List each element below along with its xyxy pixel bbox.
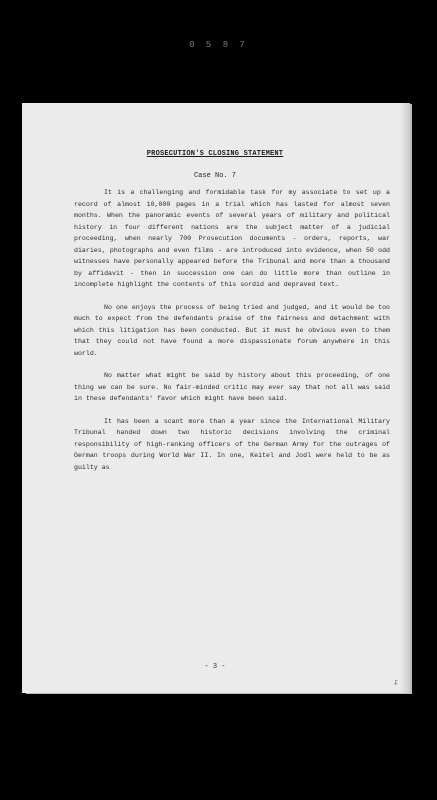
case-number: Case No. 7 [193, 172, 236, 180]
paragraph: It has been a scant more than a year since the International Military Tribunal handed down two historic decisions involving the criminal responsibility of high-ranking officers of the German Army for the outrages of German troops during World War II. In one, Keitel and Jodl were held to be as guilty as [74, 417, 390, 471]
corner-mark: F [394, 680, 398, 687]
paragraph: It is a challenging and formidable task for my associate to set up a record of almost 10,000 pages in a trial which has lasted for almost seven months. When the panoramic events of several years of military and political history in four different nations are the subject matter of a judicial proceeding, when nearly 700 Prosecution documents - orders, reports, war diaries, photographs and even films - are introduced into evidence, when 50 odd witnesses have personally appeared before the Tribunal and more than a thousand by affidavit - then in succession one can do little more than outline in incomplete highlight the contents of this sordid and depraved text. [74, 189, 390, 288]
document-page [22, 103, 408, 693]
archive-number: 0 5 8 7 [189, 40, 248, 50]
page-number: - 3 - [204, 663, 226, 671]
body-text [74, 187, 390, 473]
paragraph: No matter what might be said by history about this proceeding, of one thing we can be sure. No fair-minded critic may ever say that not all was said in these defendants' favor which might have been said. [74, 372, 390, 402]
document-heading: PROSECUTION'S CLOSING STATEMENT [146, 150, 284, 158]
paragraph: No one enjoys the process of being tried and judged, and it would be too much to expect from the defendants praise of the fairness and detachment with which this litigation has been conducted. But it must be obvious even to them that they could not have found a more dispassionate forum anywhere in this world. [74, 303, 390, 357]
